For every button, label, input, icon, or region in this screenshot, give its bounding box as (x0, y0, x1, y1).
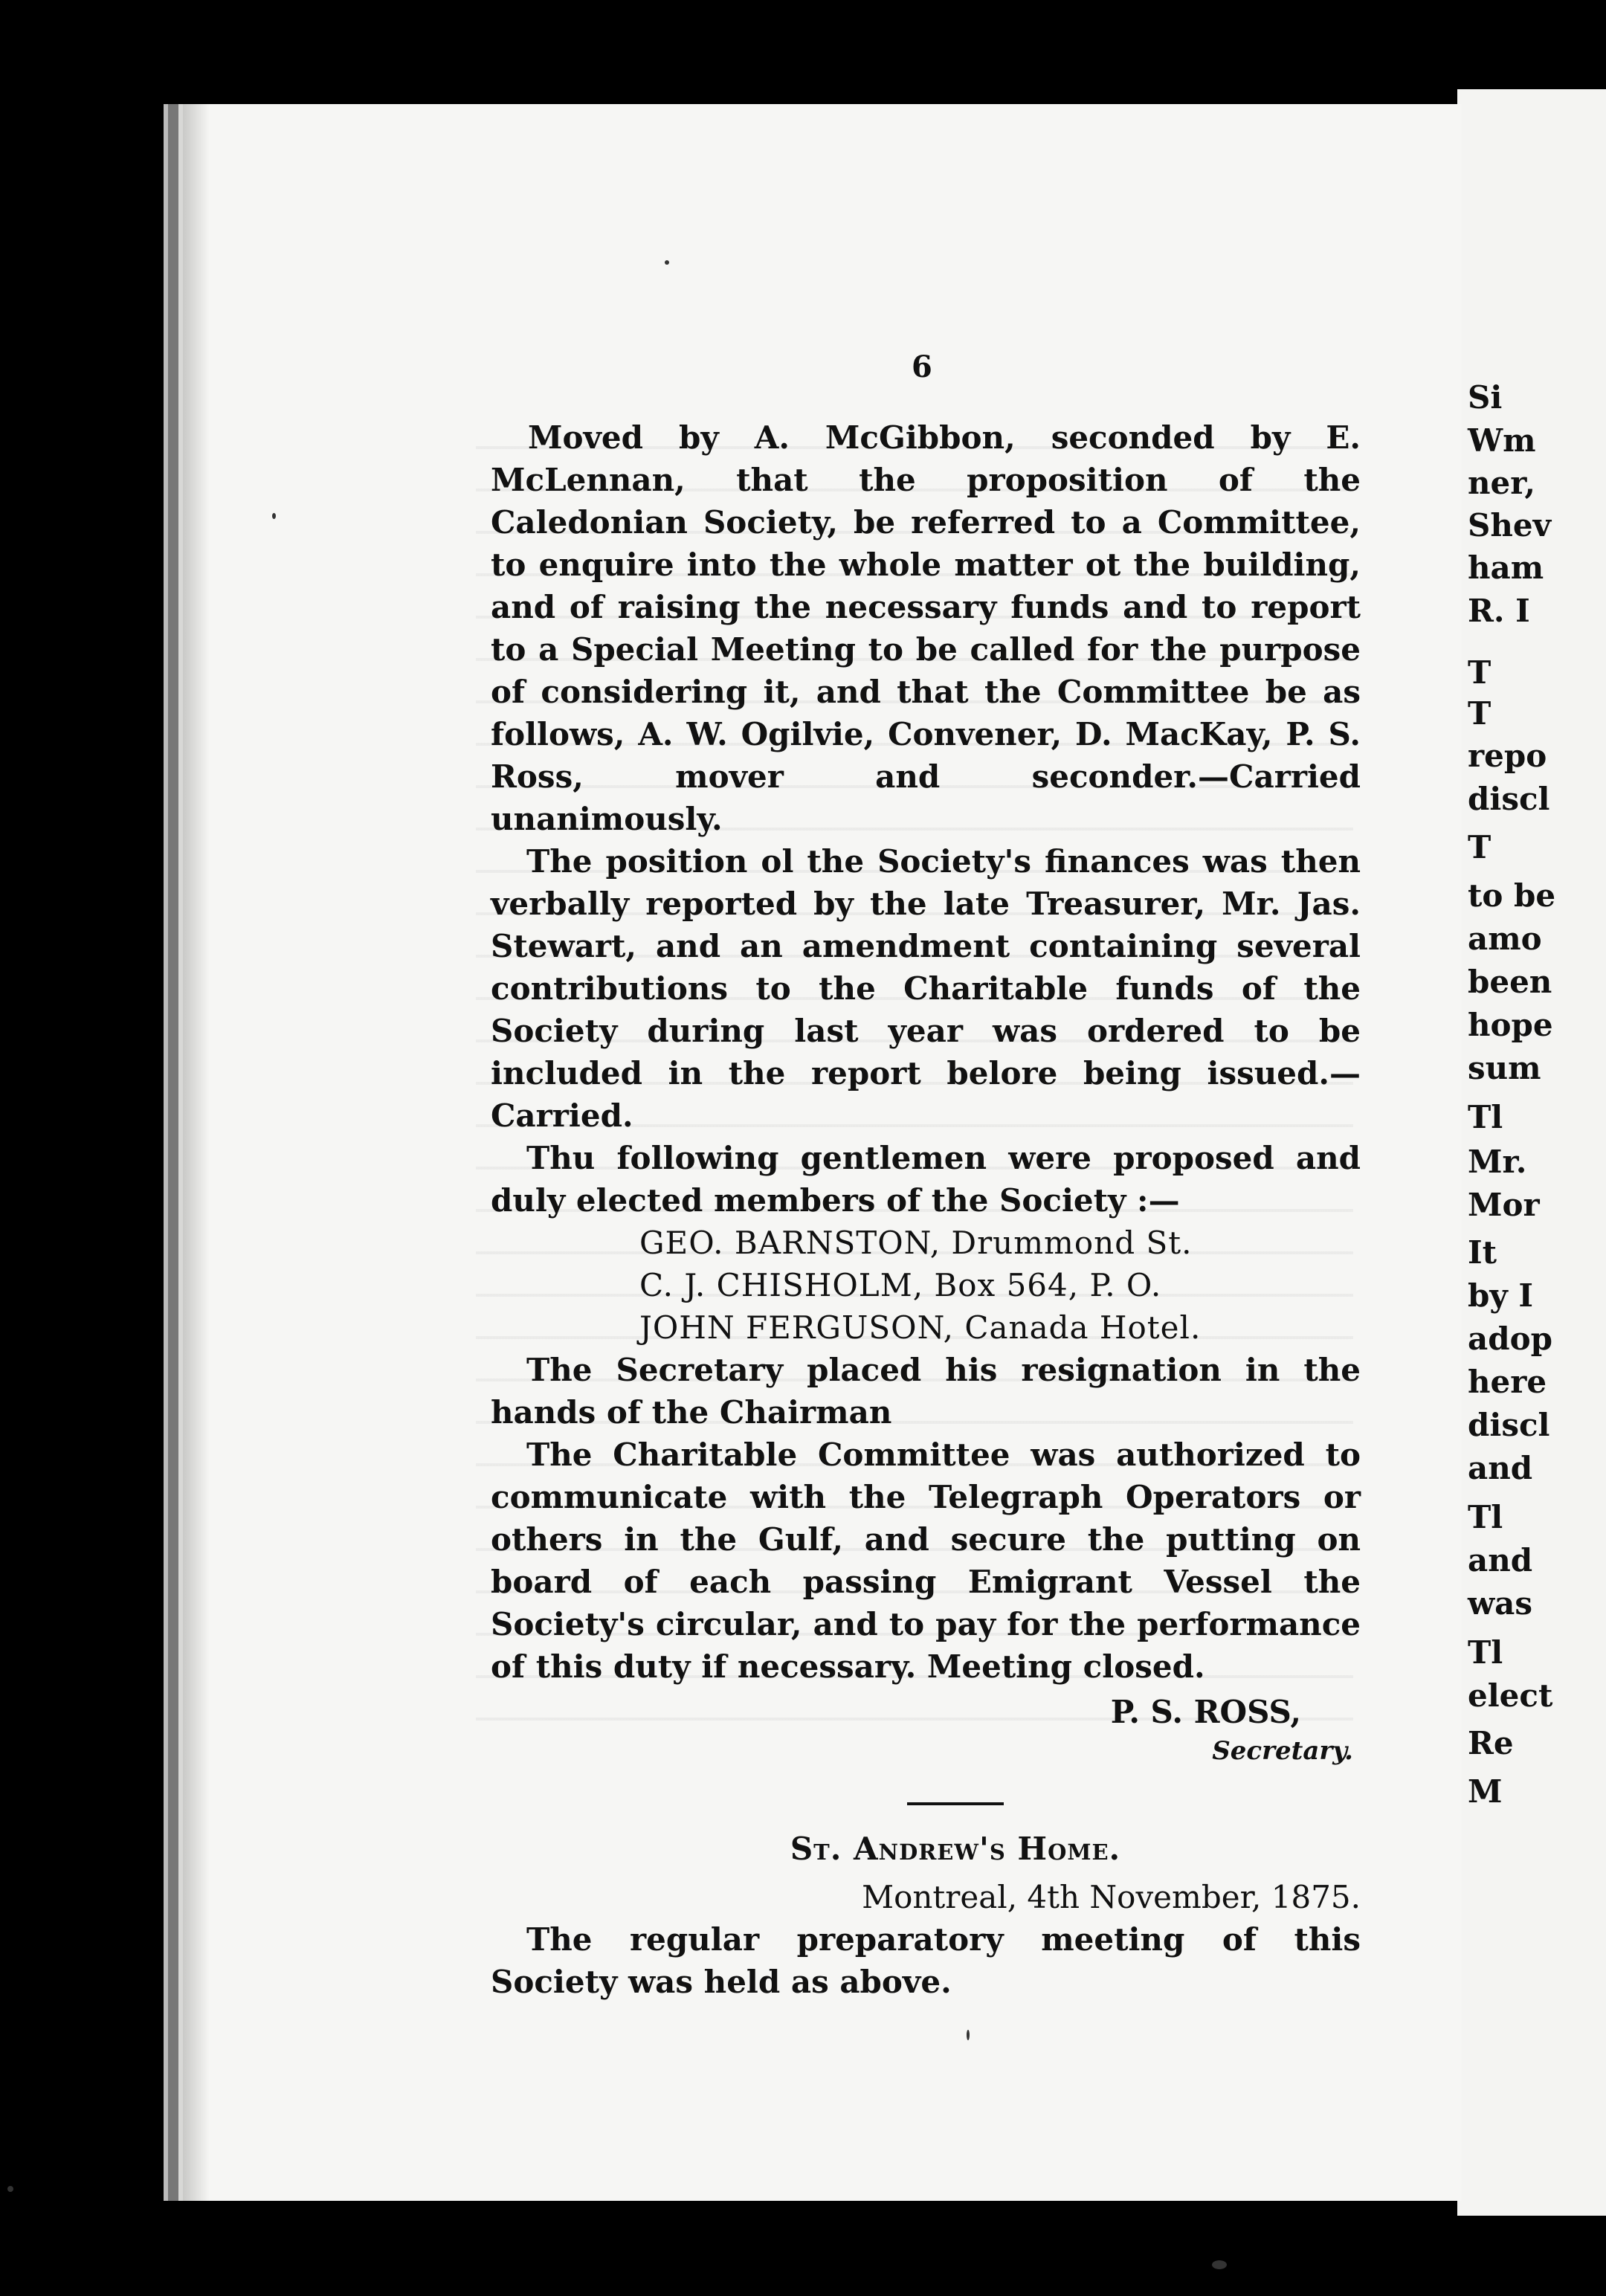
facing-page-line: repo (1468, 738, 1547, 774)
facing-page-line: Tl (1468, 1099, 1503, 1135)
dateline: Montreal, 4th November, 1875. (862, 1879, 1361, 1915)
signature-role: Secretary. (1212, 1736, 1353, 1766)
facing-page-line: and (1468, 1542, 1533, 1578)
facing-page-line: adop (1468, 1320, 1552, 1357)
facing-page-line: sum (1468, 1050, 1541, 1086)
page-edge-shadow (183, 104, 210, 2201)
facing-page-line: It (1468, 1234, 1497, 1271)
facing-page-line: was (1468, 1585, 1533, 1622)
facing-page-line: T (1468, 654, 1491, 691)
facing-page-line: ner, (1468, 465, 1535, 501)
member-entry: C. J. CHISHOLM, Box 564, P. O. (639, 1267, 1162, 1303)
paragraph-resignation: The Secretary placed his resignation in the hands of the Chairman (491, 1352, 1361, 1431)
speck-mark (7, 2186, 13, 2192)
facing-page-line: T (1468, 695, 1491, 732)
main-text (491, 416, 1361, 2003)
facing-page-line: here (1468, 1364, 1547, 1400)
speck-mark (665, 260, 669, 265)
facing-page-line: Shev (1468, 507, 1551, 544)
paragraph-finances: The position ol the Society's finances was then verbally reported by the late Treasurer, Mr. Jas. Stewart, and an amendment containing several contributions to the Charitable funds of the Society during last year was ordered to be included in the report belore being issued.—Carried. (491, 843, 1361, 1134)
page-number: 6 (912, 349, 932, 384)
facing-page-line: Re (1468, 1725, 1514, 1761)
section-heading: St. Andrew's Home. (790, 1831, 1121, 1867)
facing-page-line: R. I (1468, 593, 1530, 629)
facing-page-line: Si (1468, 379, 1503, 416)
speck-mark (967, 2030, 970, 2040)
facing-page-line: Tl (1468, 1499, 1503, 1535)
speck-mark (1212, 2260, 1227, 2269)
signature-name: P. S. ROSS, (1110, 1694, 1301, 1730)
facing-page-line: discl (1468, 1407, 1550, 1443)
paragraph-new-members: Thu following gentlemen were proposed and duly elected members of the Society :— (491, 1140, 1361, 1219)
facing-page-line: elect (1468, 1677, 1553, 1714)
facing-page-line: Mor (1468, 1187, 1540, 1223)
facing-page-line: Mr. (1468, 1144, 1527, 1180)
facing-page-line: been (1468, 964, 1552, 1000)
facing-page-line: Wm (1468, 422, 1536, 459)
member-entry: JOHN FERGUSON, Canada Hotel. (639, 1309, 1202, 1346)
facing-page-line: ham (1468, 549, 1544, 586)
facing-page-line: hope (1468, 1007, 1553, 1043)
paragraph-motion: Moved by A. McGibbon, seconded by E. McLennan, that the proposition of the Caledonian Society, be referred to a Committee, to enquire into the whole matter ot the building, and of raising the necessary funds and to report to a Special Meeting to be called for the purpose of considering it, and that the Committee be as follows, A. W. Ogilvie, Convener, D. MacKay, P. S. Ross, mover and seconder.—Carried unanimously. (491, 419, 1361, 837)
paragraph-closing: The regular preparatory meeting of this Society was held as above. (491, 1921, 1361, 2000)
facing-page-line: amo (1468, 920, 1542, 957)
facing-page-line: M (1468, 1773, 1503, 1810)
member-entry: GEO. BARNSTON, Drummond St. (639, 1225, 1193, 1261)
section-divider (907, 1802, 1004, 1805)
facing-page (1457, 89, 1606, 2216)
paragraph-charitable-committee: The Charitable Committee was authorized to communicate with the Telegraph Operators or others in the Gulf, and secure the putting on board of each passing Emigrant Vessel the Society's circular, and to pay for the performance of this duty if necessary. Meeting closed. (491, 1436, 1361, 1685)
facing-page-line: T (1468, 829, 1491, 865)
facing-page-line: and (1468, 1450, 1533, 1486)
facing-page-line: Tl (1468, 1634, 1503, 1671)
facing-page-line: by I (1468, 1277, 1534, 1314)
facing-page-line: discl (1468, 781, 1550, 817)
facing-page-line: to be (1468, 877, 1556, 914)
speck-mark (272, 513, 276, 519)
